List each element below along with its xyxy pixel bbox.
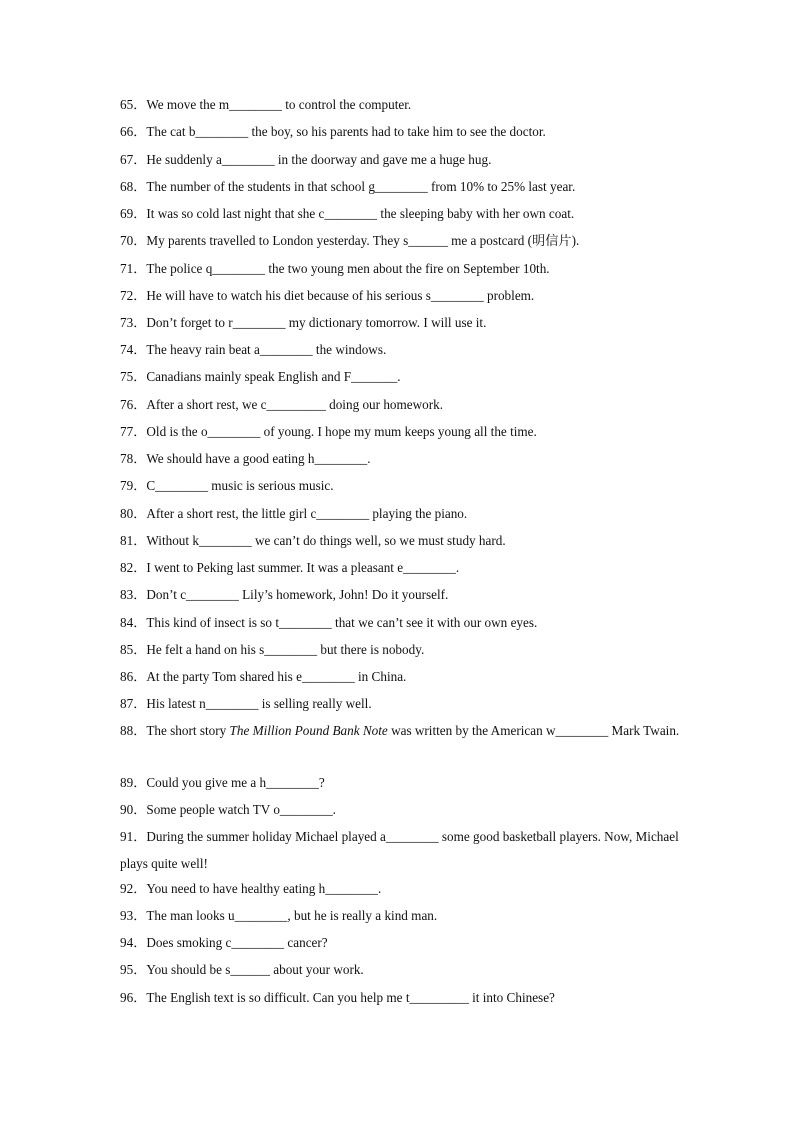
question-number: 69． [120,206,147,221]
question-number: 74． [120,342,147,357]
question-76 [120,392,690,419]
question-96 [120,985,690,1012]
question-text: My parents travelled to London yesterday. They s______ me a postcard (明信片). [146,233,580,248]
question-84 [120,610,690,637]
question-number: 73． [120,315,147,330]
question-text: You need to have healthy eating h________. [146,881,382,896]
question-82 [120,555,690,582]
question-72 [120,283,690,310]
question-65 [120,92,690,119]
question-67 [120,147,690,174]
question-83 [120,582,690,609]
question-77 [120,419,690,446]
question-number: 72． [120,288,147,303]
question-text-post: was written by the American w________ Mark Twain. [387,723,680,738]
question-number: 89． [120,775,147,790]
question-text: Canadians mainly speak English and F_______. [146,369,401,384]
question-text: After a short rest, the little girl c________ playing the piano. [146,506,468,521]
question-number: 92． [120,881,147,896]
question-number: 77． [120,424,147,439]
question-text: The heavy rain beat a________ the windows. [146,342,387,357]
question-text: We move the m________ to control the computer. [146,97,412,112]
question-number: 78． [120,451,147,466]
question-number: 86． [120,669,147,684]
question-text: The man looks u________, but he is really a kind man. [146,908,438,923]
question-number: 93． [120,908,147,923]
question-number: 66． [120,124,147,139]
question-number: 76． [120,397,147,412]
question-66 [120,119,690,146]
question-number: 90． [120,802,147,817]
question-number: 65． [120,97,147,112]
question-70 [120,228,690,255]
question-number: 96． [120,990,147,1005]
question-90 [120,797,690,824]
question-number: 95． [120,962,147,977]
question-85 [120,637,690,664]
question-text: His latest n________ is selling really well. [146,696,372,711]
question-text: During the summer holiday Michael played a________ some good basketball players. Now, Michael plays quite well! [120,829,679,871]
question-91 [120,824,690,877]
question-text: At the party Tom shared his e________ in China. [146,669,407,684]
question-number: 88． [120,723,147,738]
question-94 [120,930,690,957]
question-88 [120,718,690,745]
question-text: The cat b________ the boy, so his parents had to take him to see the doctor. [146,124,546,139]
question-text: He suddenly a________ in the doorway and gave me a huge hug. [146,152,492,167]
story-title: The Million Pound Bank Note [229,723,388,738]
question-text: The police q________ the two young men about the fire on September 10th. [146,261,550,276]
question-text: Don’t c________ Lily’s homework, John! Do it yourself. [146,587,449,602]
question-text: He will have to watch his diet because of his serious s________ problem. [146,288,535,303]
question-number: 79． [120,478,147,493]
question-number: 85． [120,642,147,657]
question-79 [120,473,690,500]
question-number: 67． [120,152,147,167]
question-number: 83． [120,587,147,602]
question-80 [120,501,690,528]
question-number: 75． [120,369,147,384]
question-87 [120,691,690,718]
question-93 [120,903,690,930]
question-69 [120,201,690,228]
question-number: 70． [120,233,147,248]
question-number: 91． [120,829,147,844]
question-text: The English text is so difficult. Can you help me t_________ it into Chinese? [146,990,555,1005]
question-73 [120,310,690,337]
question-text: We should have a good eating h________. [146,451,371,466]
question-89 [120,770,690,797]
question-text: C________ music is serious music. [146,478,334,493]
question-text: It was so cold last night that she c________ the sleeping baby with her own coat. [146,206,575,221]
question-number: 68． [120,179,147,194]
question-text: Does smoking c________ cancer? [146,935,328,950]
question-71 [120,256,690,283]
question-number: 84． [120,615,147,630]
question-text: Without k________ we can’t do things well, so we must study hard. [146,533,506,548]
question-number: 81． [120,533,147,548]
question-number: 94． [120,935,147,950]
question-number: 82． [120,560,147,575]
question-86 [120,664,690,691]
question-text: Old is the o________ of young. I hope my mum keeps young all the time. [146,424,537,439]
question-number: 71． [120,261,147,276]
question-text: This kind of insect is so t________ that we can’t see it with our own eyes. [146,615,538,630]
question-68 [120,174,690,201]
question-text: Some people watch TV o________. [146,802,336,817]
question-81 [120,528,690,555]
question-92 [120,876,690,903]
question-text-pre: The short story [146,723,230,738]
question-text: Could you give me a h________? [146,775,325,790]
question-78 [120,446,690,473]
question-text: He felt a hand on his s________ but there is nobody. [146,642,425,657]
question-text: The number of the students in that school g________ from 10% to 25% last year. [146,179,576,194]
question-95 [120,957,690,984]
question-75 [120,364,690,391]
question-text: You should be s______ about your work. [146,962,364,977]
question-text: I went to Peking last summer. It was a pleasant e________. [146,560,460,575]
question-text: Don’t forget to r________ my dictionary tomorrow. I will use it. [146,315,487,330]
question-number: 80． [120,506,147,521]
question-74 [120,337,690,364]
question-number: 87． [120,696,147,711]
question-text: After a short rest, we c_________ doing our homework. [146,397,444,412]
